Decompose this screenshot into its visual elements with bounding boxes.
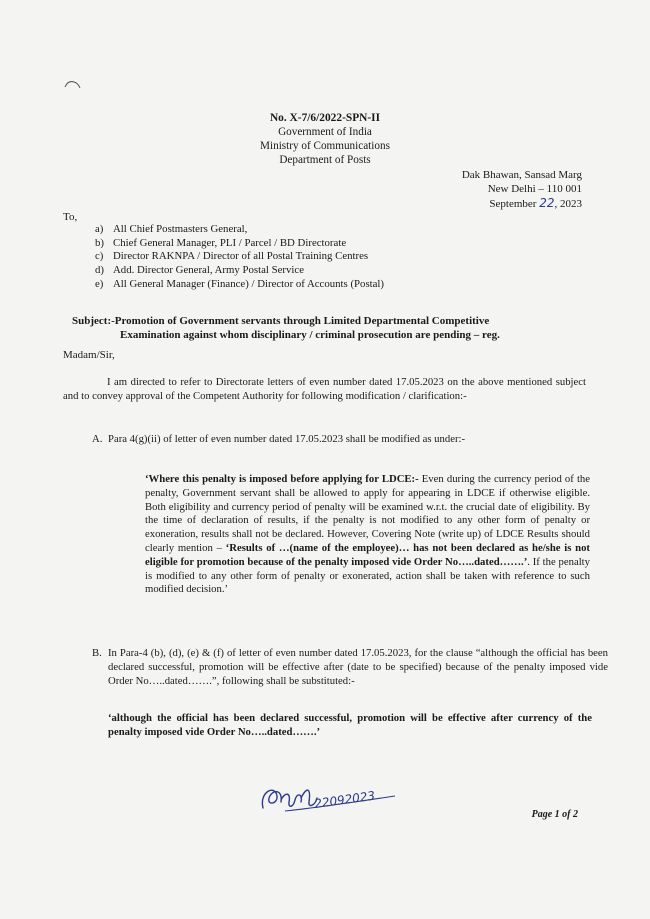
list-item: e) All General Manager (Finance) / Director of Accounts (Postal) — [95, 277, 385, 290]
para-a — [92, 433, 592, 447]
letter-header — [0, 111, 650, 167]
para-a-quote — [145, 473, 590, 597]
handwritten-signature — [255, 778, 405, 824]
page-number: Page 1 of 2 — [531, 809, 578, 820]
pen-mark — [62, 77, 84, 93]
list-item: d) Add. Director General, Army Postal Service — [95, 264, 304, 277]
quote-bold-mention: ‘Results of …(name of the employee)… has not been declared as he/she is not eligible for promotion because of the penalty imposed vide Order No…..dated…….’ — [145, 541, 590, 568]
svg-text:22092023: 22092023 — [313, 788, 376, 811]
para-b — [92, 647, 608, 688]
subject-line1: Subject:-Promotion of Government servants through Limited Departmental Competitive — [72, 315, 490, 327]
date-year: , 2023 — [554, 198, 582, 210]
letter-number: No. X-7/6/2022-SPN-II — [269, 112, 381, 124]
list-item: b) Chief General Manager, PLI / Parcel / BD Directorate — [95, 236, 347, 249]
sender-address — [462, 168, 582, 211]
intro-paragraph: I am directed to refer to Directorate letters of even number dated 17.05.2023 on the above mentioned subject and to convey approval of the Competent Authority for following modification / clarification:- — [63, 376, 586, 402]
recipient-list — [95, 223, 384, 292]
para-b-label: B. — [92, 647, 102, 659]
para-b-text: In Para-4 (b), (d), (e) & (f) of letter of even number dated 17.05.2023, for the clause “although the official has been declared successful, promotion will be effective after (date to be specified) because of the penalty imposed vide Order No…..dated…….”, following shall be substituted:- — [108, 647, 608, 687]
date-day: 22 — [539, 196, 555, 210]
para-a-text: Para 4(g)(ii) of letter of even number dated 17.05.2023 shall be modified as under:- — [108, 433, 466, 445]
quote-heading: ‘Where this penalty is imposed before applying for LDCE:- — [145, 473, 419, 485]
address-line1: Dak Bhawan, Sansad Marg — [461, 169, 582, 181]
to-label: To, — [63, 211, 78, 223]
header-department: Department of Posts — [279, 154, 371, 166]
header-government: Government of India — [278, 126, 372, 138]
subject-line — [72, 314, 592, 342]
quote-body: Even during the currency period of the penalty, Government servant shall be allowed to apply for appearing in LDCE if otherwise eligible. Both eligibility and currency period of penalty will be examined w.r.t. the crucial date of eligibility. By the time of declaration of results, if the penalty is not modified to any other form of penalty or exoneration, results shall not be declared. However, Covering Note (write up) of LDCE Results should clearly mention – — [145, 473, 590, 554]
list-item: c) Director RAKNPA / Director of all Postal Training Centres — [95, 250, 369, 263]
address-line2: New Delhi – 110 001 — [487, 183, 582, 195]
letter-date — [462, 196, 582, 211]
subject-line2: Examination against whom disciplinary / criminal prosecution are pending – reg. — [120, 329, 500, 341]
para-a-label: A. — [92, 433, 103, 445]
salutation: Madam/Sir, — [63, 349, 115, 361]
header-ministry: Ministry of Communications — [260, 140, 390, 152]
list-item: a) All Chief Postmasters General, — [95, 223, 248, 235]
quote-end: . If the penalty is modified to any other form of penalty or exonerated, action shall be taken with reference to such modified decision.’ — [145, 555, 590, 596]
date-month: September — [489, 198, 537, 210]
para-b-quote: ‘although the official has been declared successful, promotion will be effective after currency of the penalty imposed vide Order No…..dated…….’ — [108, 712, 592, 738]
